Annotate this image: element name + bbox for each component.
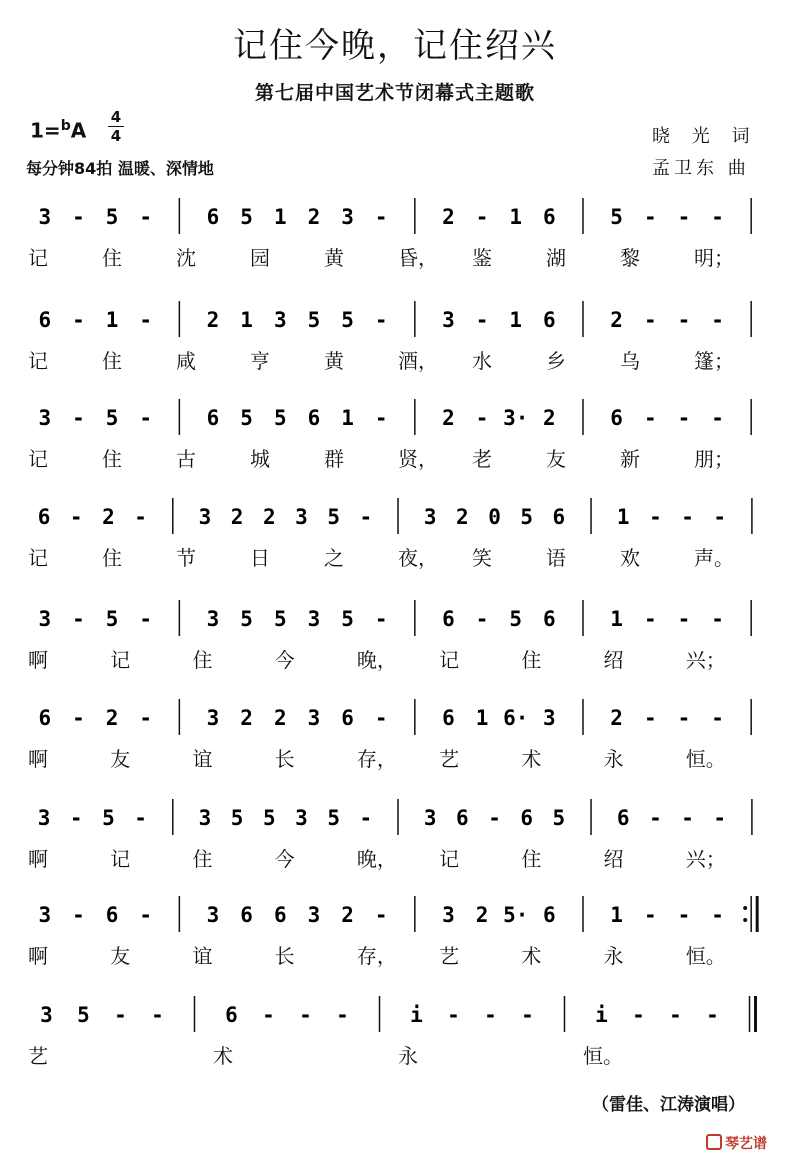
note: 1 (509, 205, 523, 229)
dash: - (139, 706, 153, 730)
note: 3 (423, 505, 437, 529)
note: 5 (77, 1003, 90, 1027)
site-logo (706, 1133, 767, 1153)
note: 6 (456, 806, 469, 830)
note: 1 (273, 205, 287, 229)
note: 2 (442, 205, 455, 229)
note: 2 (610, 308, 623, 332)
note: 6 (552, 505, 566, 529)
note: 3 (37, 806, 51, 830)
note: 3 (38, 406, 52, 430)
dash: - (643, 903, 657, 927)
dash: - (72, 706, 85, 730)
dash: - (711, 607, 724, 631)
lyric-syllable: 朋； (694, 447, 734, 471)
dash: - (374, 903, 388, 927)
note: i (410, 1003, 423, 1027)
note: 6 (206, 406, 220, 430)
lyric-syllable: 术 (213, 1044, 233, 1068)
lyric-syllable: 城 (250, 447, 270, 471)
note: 5 (105, 406, 119, 430)
dash: - (643, 607, 657, 631)
time-signature (108, 108, 124, 145)
lyric-syllable: 谊 (192, 944, 213, 968)
note: 5 (240, 607, 253, 631)
dash: - (677, 903, 691, 927)
dash: - (139, 205, 153, 229)
dash: - (151, 1003, 164, 1027)
note: 6 (543, 308, 556, 332)
note: 2 (307, 205, 321, 229)
dash: - (374, 406, 388, 430)
dash: - (681, 505, 694, 529)
note: 5 (240, 205, 253, 229)
lyric-syllable: 欢 (620, 546, 640, 570)
note: 3 (198, 806, 212, 830)
lyric-syllable: 绍 (603, 648, 624, 672)
note: 6 (543, 607, 556, 631)
note: 3 (206, 706, 220, 730)
lyric-syllable: 水 (472, 349, 492, 373)
dash: - (711, 706, 724, 730)
dash: - (139, 607, 153, 631)
lyrics-line (0, 743, 790, 773)
lyric-syllable: 永 (603, 747, 624, 771)
lyric-syllable: 老 (472, 447, 492, 471)
note: 1 (105, 308, 119, 332)
lyric-syllable: 永 (603, 944, 624, 968)
lyric-syllable: 住 (102, 546, 122, 570)
lyric-syllable: 啊 (28, 648, 48, 672)
lyrics-line (0, 242, 790, 272)
lyric-syllable: 今 (274, 847, 295, 871)
note: 5 (273, 607, 287, 631)
note: 3 (38, 205, 52, 229)
dash: - (262, 1003, 275, 1027)
note: 6 (520, 806, 534, 830)
dash: - (677, 308, 691, 332)
note: 3 (442, 308, 455, 332)
note: 6 (442, 607, 455, 631)
note: 3 (273, 308, 287, 332)
note: i (595, 1003, 608, 1027)
composer-credit: 孟卫东 曲 (652, 158, 750, 179)
note: 5 (610, 205, 623, 229)
note: 3 (543, 706, 556, 730)
dash: - (677, 706, 691, 730)
note: 5 (327, 806, 340, 830)
lyric-syllable: 篷； (694, 349, 734, 373)
lyric-syllable: 友 (110, 747, 131, 771)
key-prefix: 1= (30, 118, 61, 143)
note: 5 (509, 607, 523, 631)
note: 5 (105, 607, 119, 631)
lyric-syllable: 住 (102, 349, 122, 373)
song-title: 记住今晚，记住绍兴 (233, 26, 557, 66)
lyric-syllable: 存， (356, 944, 397, 968)
lyrics-line (0, 940, 790, 970)
note: 1 (610, 903, 623, 927)
lyric-syllable: 艺 (439, 944, 460, 968)
note: 2 (102, 505, 115, 529)
lyric-syllable: 晚， (356, 648, 397, 672)
performer-credit: （雷佳、江涛演唱） (592, 1095, 745, 1115)
lyric-syllable: 长 (274, 747, 295, 771)
lyric-syllable: 酒， (398, 349, 438, 373)
dash: - (475, 308, 489, 332)
lyric-syllable: 记 (28, 349, 48, 373)
logo-icon (706, 1134, 722, 1150)
lyric-syllable: 记 (110, 847, 131, 871)
lyric-syllable: 住 (102, 246, 122, 270)
note: 2 (206, 308, 220, 332)
lyric-syllable: 艺 (28, 1044, 48, 1068)
lyric-syllable: 乡 (546, 349, 566, 373)
lyric-syllable: 术 (521, 747, 542, 771)
time-bottom: 4 (110, 127, 122, 145)
note: 3 (38, 903, 52, 927)
lyric-syllable: 恒。 (685, 944, 726, 968)
note: 3 (295, 505, 308, 529)
lyric-syllable: 笑 (472, 546, 492, 570)
lyric-syllable: 兴； (685, 648, 726, 672)
lyric-syllable: 住 (521, 847, 542, 871)
lyric-syllable: 古 (176, 447, 196, 471)
dash: - (677, 205, 691, 229)
dash: - (72, 205, 85, 229)
note: 3· (503, 406, 529, 430)
note: 3 (38, 607, 52, 631)
lyric-syllable: 之 (324, 546, 344, 570)
lyric-syllable: 绍 (603, 847, 624, 871)
lyric-syllable: 今 (274, 648, 295, 672)
dash: - (139, 903, 153, 927)
dash: - (711, 903, 724, 927)
lyric-syllable: 住 (521, 648, 542, 672)
note: 6 (105, 903, 119, 927)
lyric-syllable: 黄 (324, 246, 344, 270)
note: 2 (475, 903, 489, 927)
dash: - (139, 308, 153, 332)
lyrics-line (0, 644, 790, 674)
note: 6 (273, 903, 287, 927)
note: 3 (341, 205, 354, 229)
lyric-syllable: 记 (110, 648, 131, 672)
dash: - (711, 308, 724, 332)
lyric-syllable: 恒。 (685, 747, 726, 771)
note: 6 (543, 903, 556, 927)
lyrics-line (0, 443, 790, 473)
note: 6 (616, 806, 630, 830)
dash: - (643, 308, 657, 332)
dash: - (359, 505, 373, 529)
lyric-syllable: 新 (620, 447, 640, 471)
lyric-syllable: 记 (28, 447, 48, 471)
note: 2 (105, 706, 119, 730)
time-top: 4 (110, 108, 122, 126)
note: 5 (341, 607, 354, 631)
repeat-dot (743, 906, 747, 910)
dash: - (134, 505, 147, 529)
note: 3 (206, 903, 220, 927)
note: 2 (273, 706, 287, 730)
dash: - (374, 607, 388, 631)
note: 3 (295, 806, 308, 830)
dash: - (134, 806, 147, 830)
lyric-syllable: 恒。 (583, 1044, 623, 1068)
lyrics-line (0, 1040, 790, 1070)
note: 2 (456, 505, 469, 529)
note: 1 (610, 607, 623, 631)
dash: - (713, 806, 727, 830)
note: 5 (307, 308, 321, 332)
note: 2 (240, 706, 253, 730)
lyric-syllable: 昏， (398, 246, 438, 270)
lyric-syllable: 语 (546, 546, 566, 570)
lyric-syllable: 日 (250, 546, 270, 570)
lyric-syllable: 亨 (250, 349, 270, 373)
note: 5 (552, 806, 566, 830)
dash: - (649, 505, 662, 529)
lyric-syllable: 谊 (192, 747, 213, 771)
dash: - (521, 1003, 534, 1027)
note: 3 (442, 903, 455, 927)
lyricist-credit: 晓 光 词 (652, 126, 758, 147)
logo-text: 琴艺谱 (725, 1136, 767, 1152)
lyric-syllable: 啊 (28, 747, 48, 771)
note: 2 (610, 706, 623, 730)
note: 2 (341, 903, 354, 927)
tempo-marking: 每分钟84拍 温暖、深情地 (26, 159, 214, 178)
note: 5 (240, 406, 253, 430)
lyric-syllable: 沈 (176, 246, 196, 270)
note: 5 (327, 505, 340, 529)
note: 3 (198, 505, 212, 529)
lyric-syllable: 明； (694, 246, 734, 270)
dash: - (447, 1003, 460, 1027)
note: 0 (488, 505, 501, 529)
lyric-syllable: 友 (546, 447, 566, 471)
dash: - (72, 406, 85, 430)
note: 3 (423, 806, 437, 830)
dash: - (632, 1003, 645, 1027)
note: 5 (230, 806, 244, 830)
note: 1 (475, 706, 489, 730)
lyric-syllable: 啊 (28, 944, 48, 968)
lyrics-line (0, 345, 790, 375)
note: 5 (273, 406, 287, 430)
note: 6 (38, 706, 52, 730)
lyric-syllable: 晚， (356, 847, 397, 871)
dash: - (713, 505, 727, 529)
dash: - (669, 1003, 682, 1027)
lyric-syllable: 住 (192, 648, 213, 672)
dash: - (299, 1003, 312, 1027)
note: 5 (105, 205, 119, 229)
lyric-syllable: 黄 (324, 349, 344, 373)
lyric-syllable: 住 (192, 847, 213, 871)
note: 3 (40, 1003, 53, 1027)
dash: - (72, 607, 85, 631)
note: 1 (616, 505, 630, 529)
lyric-syllable: 记 (439, 847, 460, 871)
dash: - (643, 205, 657, 229)
note: 2 (543, 406, 556, 430)
dash: - (336, 1003, 349, 1027)
song-subtitle: 第七届中国艺术节闭幕式主题歌 (254, 82, 535, 104)
dash: - (488, 806, 501, 830)
lyrics-line (0, 843, 790, 873)
note: 5 (341, 308, 354, 332)
note: 6 (307, 406, 321, 430)
dash: - (374, 205, 388, 229)
lyric-syllable: 咸 (176, 349, 196, 373)
lyric-syllable: 啊 (28, 847, 48, 871)
note: 2 (262, 505, 276, 529)
lyrics-line (0, 542, 790, 572)
lyric-syllable: 兴； (685, 847, 726, 871)
flat-sign: b (60, 118, 71, 134)
dash: - (649, 806, 662, 830)
lyric-syllable: 湖 (546, 246, 566, 270)
note: 5 (102, 806, 115, 830)
dash: - (114, 1003, 127, 1027)
lyric-syllable: 记 (439, 648, 460, 672)
dash: - (677, 406, 691, 430)
note: 6 (225, 1003, 238, 1027)
key-note: A (70, 118, 87, 143)
dash: - (69, 806, 83, 830)
note: 3 (307, 903, 321, 927)
dash: - (359, 806, 373, 830)
lyric-syllable: 存， (356, 747, 397, 771)
note: 5 (520, 505, 534, 529)
note: 6 (37, 505, 51, 529)
dash: - (139, 406, 153, 430)
lyric-syllable: 鉴 (472, 246, 492, 270)
lyric-syllable: 记 (28, 546, 48, 570)
note: 1 (341, 406, 354, 430)
note: 6 (341, 706, 354, 730)
note: 6 (240, 903, 253, 927)
note: 5· (503, 903, 529, 927)
lyric-syllable: 群 (324, 447, 344, 471)
note: 6 (442, 706, 455, 730)
note: 3 (206, 607, 220, 631)
note: 6 (38, 308, 52, 332)
lyric-syllable: 艺 (439, 747, 460, 771)
dash: - (475, 607, 489, 631)
lyric-syllable: 乌 (620, 349, 640, 373)
dash: - (374, 308, 388, 332)
note: 6 (610, 406, 623, 430)
dash: - (475, 406, 489, 430)
lyric-syllable: 术 (521, 944, 542, 968)
note: 2 (230, 505, 244, 529)
lyric-syllable: 住 (102, 447, 122, 471)
dash: - (374, 706, 388, 730)
lyric-syllable: 黎 (620, 246, 640, 270)
lyric-syllable: 永 (398, 1044, 418, 1068)
lyric-syllable: 节 (176, 546, 196, 570)
note: 5 (262, 806, 276, 830)
key-signature (30, 118, 86, 143)
dash: - (69, 505, 83, 529)
dash: - (475, 205, 489, 229)
lyric-syllable: 园 (250, 246, 270, 270)
lyric-syllable: 记 (28, 246, 48, 270)
dash: - (484, 1003, 497, 1027)
dash: - (643, 706, 657, 730)
note: 1 (240, 308, 253, 332)
dash: - (677, 607, 691, 631)
dash: - (72, 903, 85, 927)
note: 3 (307, 607, 321, 631)
lyric-syllable: 长 (274, 944, 295, 968)
lyric-syllable: 贤， (398, 447, 438, 471)
dash: - (643, 406, 657, 430)
note: 1 (509, 308, 523, 332)
note: 6· (503, 706, 529, 730)
dash: - (711, 205, 724, 229)
dash: - (72, 308, 85, 332)
dash: - (681, 806, 694, 830)
note: 6 (543, 205, 556, 229)
lyric-syllable: 夜， (398, 546, 438, 570)
note: 3 (307, 706, 321, 730)
note: 2 (442, 406, 455, 430)
dash: - (706, 1003, 719, 1027)
lyric-syllable: 友 (110, 944, 131, 968)
lyric-syllable: 声。 (694, 546, 734, 570)
note: 6 (206, 205, 220, 229)
repeat-dot (743, 918, 747, 922)
dash: - (711, 406, 724, 430)
